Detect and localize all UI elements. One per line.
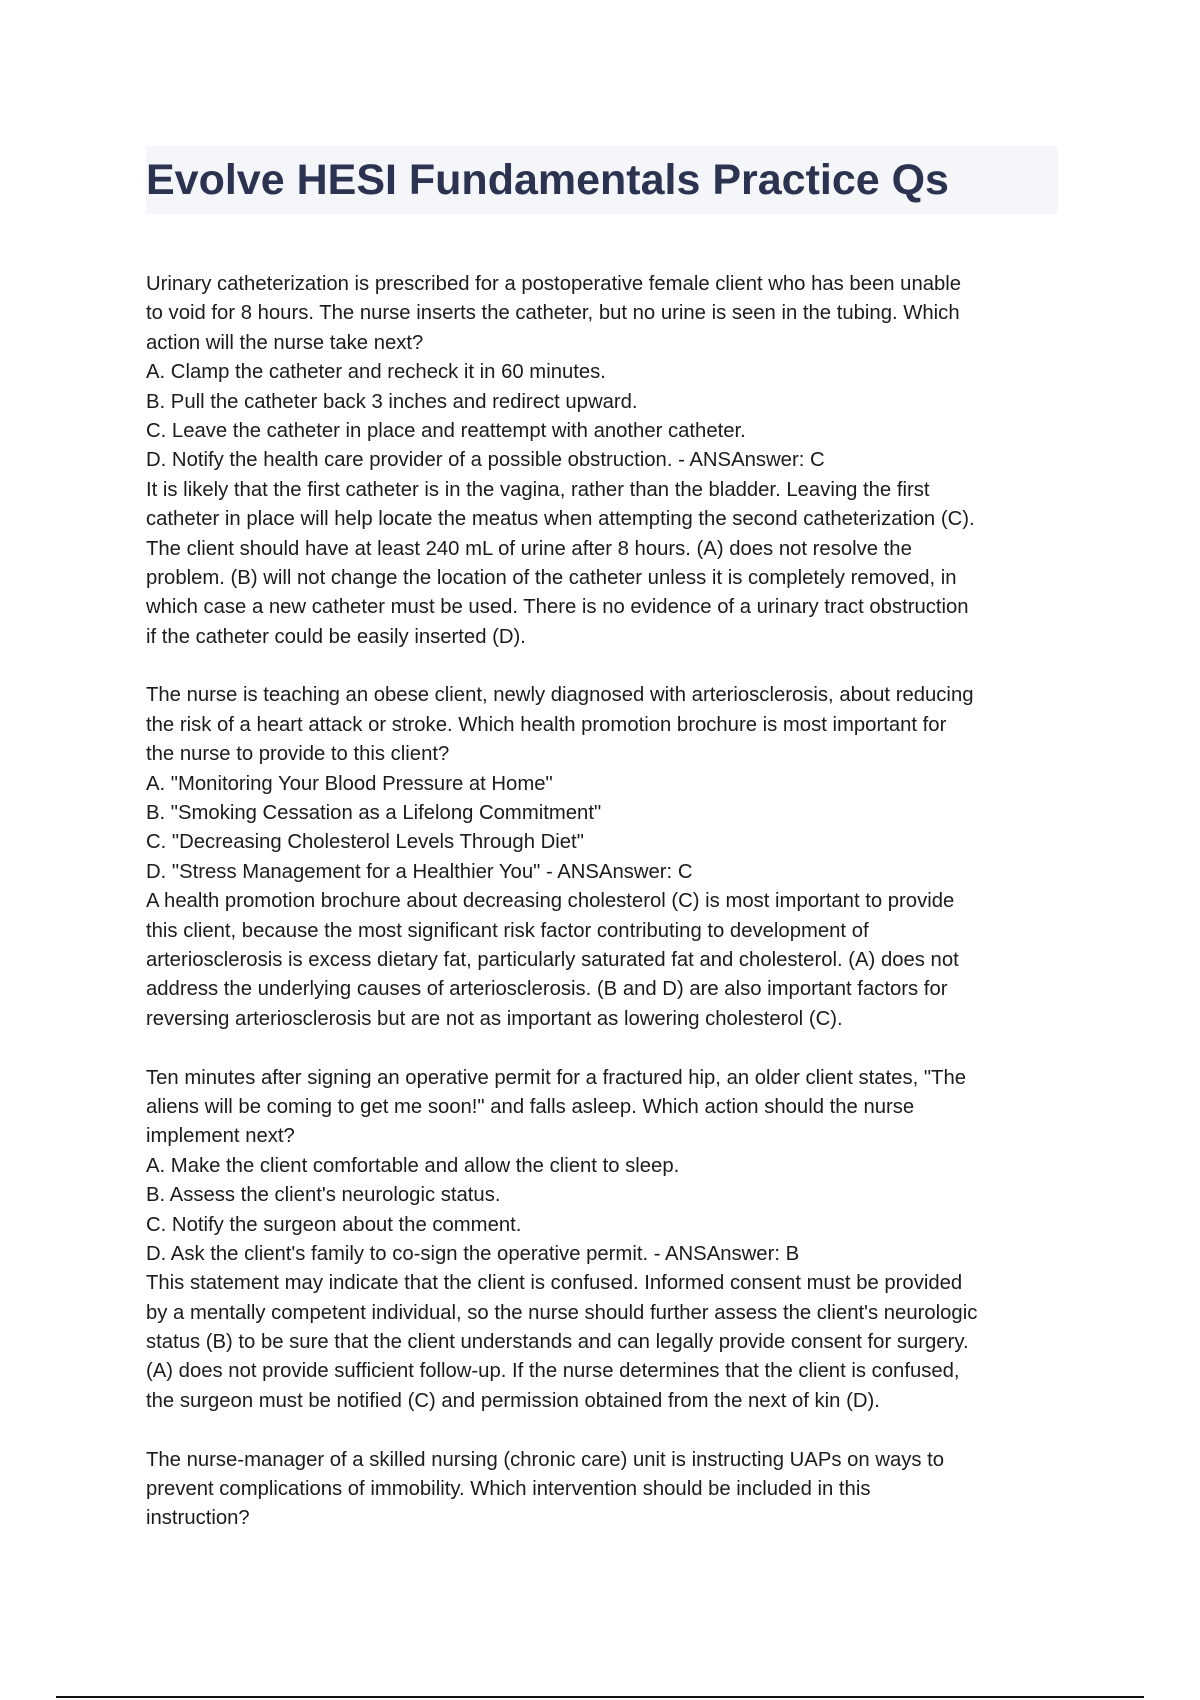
rationale-line: by a mentally competent individual, so the nurse should further assess the client's neurologic bbox=[146, 1301, 978, 1324]
question-block bbox=[146, 1446, 1066, 1534]
answer-option: D. Notify the health care provider of a possible obstruction. - ANSAnswer: C bbox=[146, 449, 825, 472]
rationale-line: A health promotion brochure about decreasing cholesterol (C) is most important to provide bbox=[146, 890, 955, 913]
rationale-line: which case a new catheter must be used. There is no evidence of a urinary tract obstruction bbox=[146, 596, 969, 619]
question-block bbox=[146, 1064, 1066, 1417]
footer-divider bbox=[56, 1696, 1144, 1698]
answer-option: B. Assess the client's neurologic status. bbox=[146, 1184, 501, 1207]
title-banner bbox=[146, 146, 1058, 214]
answer-option: A. Make the client comfortable and allow the client to sleep. bbox=[146, 1154, 680, 1177]
rationale-line: This statement may indicate that the client is confused. Informed consent must be provided bbox=[146, 1272, 963, 1295]
answer-option: C. "Decreasing Cholesterol Levels Through Diet" bbox=[146, 831, 584, 854]
text-line: aliens will be coming to get me soon!" and falls asleep. Which action should the nurse bbox=[146, 1095, 915, 1118]
text-line: instruction? bbox=[146, 1507, 250, 1530]
text-line: prevent complications of immobility. Which intervention should be included in this bbox=[146, 1478, 871, 1501]
rationale-line: catheter in place will help locate the meatus when attempting the second catheterization (C). bbox=[146, 508, 975, 531]
rationale-line: reversing arteriosclerosis but are not as important as lowering cholesterol (C). bbox=[146, 1007, 843, 1030]
rationale-line: (A) does not provide sufficient follow-up. If the nurse determines that the client is confused, bbox=[146, 1360, 960, 1383]
rationale-line: status (B) to be sure that the client understands and can legally provide consent for surgery. bbox=[146, 1331, 969, 1354]
answer-option: A. "Monitoring Your Blood Pressure at Home" bbox=[146, 772, 553, 795]
rationale-line: problem. (B) will not change the location of the catheter unless it is completely removed, in bbox=[146, 566, 957, 589]
answer-option: C. Leave the catheter in place and reattempt with another catheter. bbox=[146, 419, 746, 442]
text-line: the nurse to provide to this client? bbox=[146, 743, 450, 766]
text-line: to void for 8 hours. The nurse inserts the catheter, but no urine is seen in the tubing. Which bbox=[146, 302, 960, 325]
answer-option: C. Notify the surgeon about the comment. bbox=[146, 1213, 522, 1236]
rationale-line: if the catheter could be easily inserted (D). bbox=[146, 625, 526, 648]
rationale-line: the surgeon must be notified (C) and permission obtained from the next of kin (D). bbox=[146, 1389, 880, 1412]
rationale-line: It is likely that the first catheter is in the vagina, rather than the bladder. Leaving the first bbox=[146, 478, 930, 501]
answer-option: B. "Smoking Cessation as a Lifelong Commitment" bbox=[146, 802, 602, 825]
text-line: The nurse-manager of a skilled nursing (chronic care) unit is instructing UAPs on ways to bbox=[146, 1448, 945, 1471]
rationale-line: this client, because the most significant risk factor contributing to development of bbox=[146, 919, 869, 942]
text-line: Ten minutes after signing an operative permit for a fractured hip, an older client states, "The bbox=[146, 1066, 967, 1089]
text-line: implement next? bbox=[146, 1125, 295, 1148]
text-line: Urinary catheterization is prescribed for a postoperative female client who has been unable bbox=[146, 273, 962, 295]
answer-option: B. Pull the catheter back 3 inches and redirect upward. bbox=[146, 390, 638, 413]
text-line: action will the nurse take next? bbox=[146, 331, 424, 354]
text-line: The nurse is teaching an obese client, newly diagnosed with arteriosclerosis, about reducing bbox=[146, 684, 974, 707]
question-block bbox=[146, 681, 1066, 1034]
rationale-line: address the underlying causes of arteriosclerosis. (B and D) are also important factors for bbox=[146, 978, 948, 1001]
question-block bbox=[146, 270, 1066, 652]
questions-list bbox=[146, 270, 1066, 1563]
text-line: the risk of a heart attack or stroke. Which health promotion brochure is most important for bbox=[146, 713, 947, 736]
answer-option: A. Clamp the catheter and recheck it in 60 minutes. bbox=[146, 361, 606, 384]
answer-option: D. "Stress Management for a Healthier You" - ANSAnswer: C bbox=[146, 860, 693, 883]
rationale-line: arteriosclerosis is excess dietary fat, particularly saturated fat and cholesterol. (A) does not bbox=[146, 948, 959, 971]
page-title: Evolve HESI Fundamentals Practice Qs bbox=[146, 156, 949, 204]
rationale-line: The client should have at least 240 mL of urine after 8 hours. (A) does not resolve the bbox=[146, 537, 912, 560]
answer-option: D. Ask the client's family to co-sign the operative permit. - ANSAnswer: B bbox=[146, 1242, 800, 1265]
